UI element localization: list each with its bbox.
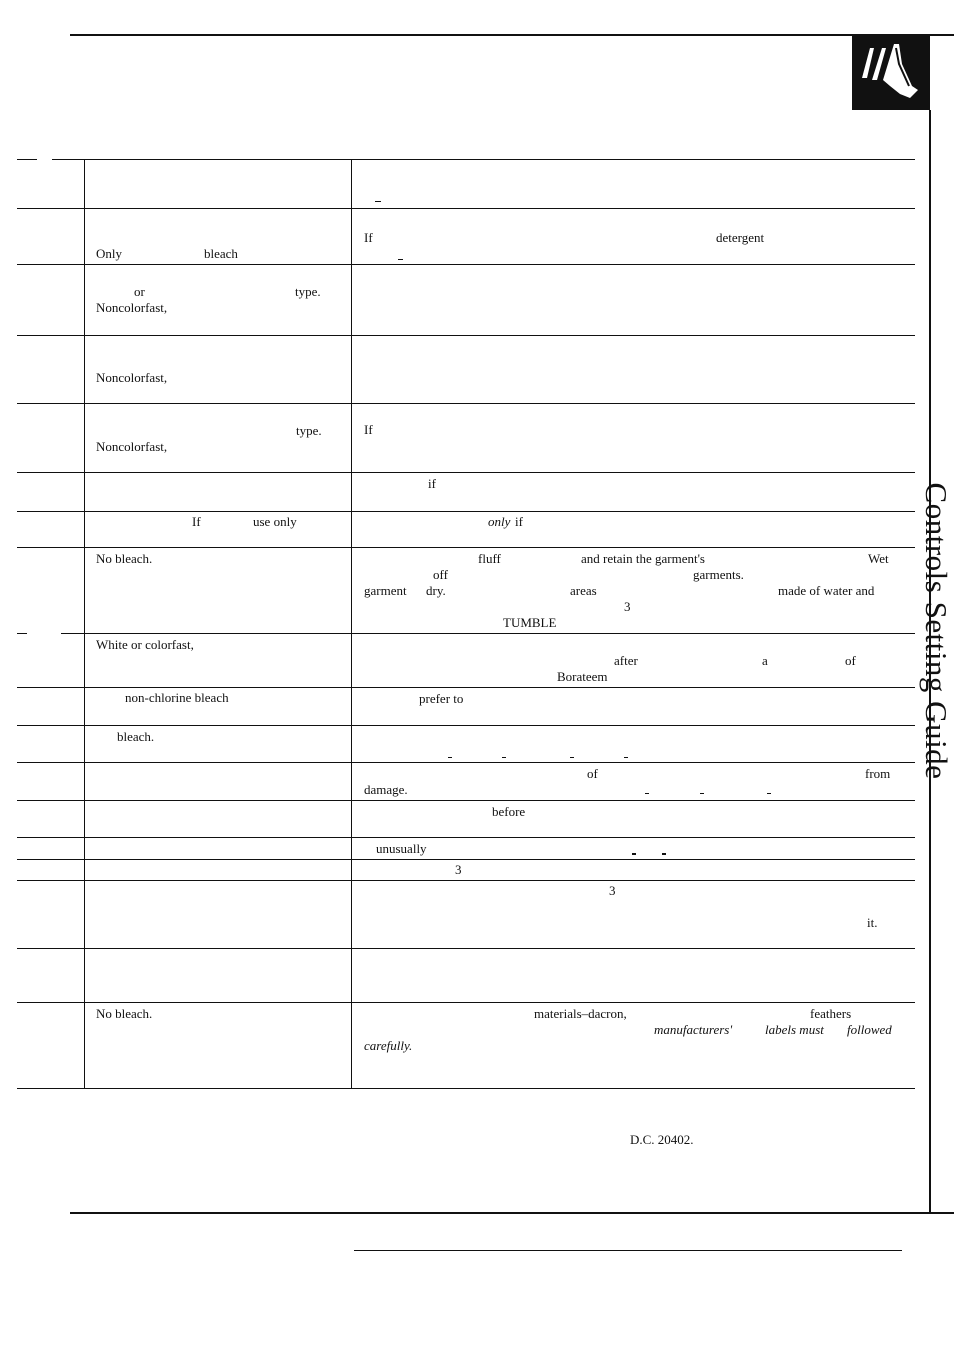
right-text: manufacturers'	[654, 1022, 733, 1037]
right-text: areas	[570, 583, 597, 598]
row-separator	[17, 800, 915, 801]
row-dash-mark	[17, 633, 27, 634]
left-text: If	[192, 514, 201, 529]
row-separator	[17, 762, 915, 763]
right-text: made of water and	[778, 583, 875, 598]
left-text: bleach	[204, 246, 238, 261]
left-text: or	[134, 284, 145, 299]
column-divider-middle	[351, 159, 352, 1089]
tick-mark	[375, 201, 381, 202]
row-separator	[17, 547, 915, 548]
row-separator	[17, 948, 915, 949]
tick-mark	[632, 853, 636, 855]
right-text: if	[428, 476, 436, 491]
tick-mark	[645, 793, 649, 794]
row-separator	[17, 335, 915, 336]
tick-mark	[624, 757, 628, 758]
bottom-rule	[70, 1212, 954, 1214]
left-text: Noncolorfast,	[96, 300, 168, 315]
footer-address: D.C. 20402.	[630, 1132, 694, 1147]
right-text: labels must	[765, 1022, 824, 1037]
right-text: garment	[364, 583, 407, 598]
row-separator	[17, 403, 915, 404]
right-text: if	[515, 514, 523, 529]
right-text: 3	[609, 883, 616, 898]
pointing-hand-icon	[852, 34, 930, 110]
right-text: garments.	[693, 567, 744, 582]
right-text: and retain the garment's	[581, 551, 705, 566]
right-text: Wet	[868, 551, 889, 566]
tick-mark	[398, 259, 403, 260]
row-separator	[17, 1002, 915, 1003]
row-separator	[17, 511, 915, 512]
left-text: bleach.	[117, 729, 155, 744]
left-text: Only	[96, 246, 122, 261]
right-text: If	[364, 422, 373, 437]
left-text: type.	[296, 423, 322, 438]
row-separator	[17, 264, 915, 265]
left-text: type.	[295, 284, 321, 299]
right-text: fluff	[478, 551, 501, 566]
left-text: use only	[253, 514, 297, 529]
tick-mark	[662, 853, 666, 855]
signature-line	[354, 1250, 902, 1251]
right-text: before	[492, 804, 526, 819]
right-text: unusually	[376, 841, 427, 856]
tick-mark	[767, 793, 771, 794]
left-text: No bleach.	[96, 1006, 153, 1021]
right-text: prefer to	[419, 691, 464, 706]
left-text: No bleach.	[96, 551, 153, 566]
tick-mark	[448, 757, 452, 758]
row-separator	[17, 472, 915, 473]
row-separator	[17, 837, 915, 838]
right-text: followed	[847, 1022, 892, 1037]
top-dash-mark	[17, 159, 37, 160]
right-text: a	[762, 653, 768, 668]
top-rule	[70, 34, 954, 36]
side-title: Controls Setting Guide	[919, 482, 954, 780]
left-text: Noncolorfast,	[96, 370, 168, 385]
row-separator	[17, 880, 915, 881]
row-separator	[61, 633, 915, 634]
right-text: of	[587, 766, 598, 781]
right-text: detergent	[716, 230, 765, 245]
right-text: after	[614, 653, 638, 668]
left-text: Noncolorfast,	[96, 439, 168, 454]
right-text: materials–dacron,	[534, 1006, 627, 1021]
right-text: from	[865, 766, 891, 781]
tick-mark	[502, 757, 506, 758]
right-text: dry.	[426, 583, 446, 598]
right-text: feathers	[810, 1006, 852, 1021]
row-separator	[17, 725, 915, 726]
right-text: carefully.	[364, 1038, 413, 1053]
row-separator	[17, 859, 915, 860]
right-text: If	[364, 230, 373, 245]
left-text: White or colorfast,	[96, 637, 194, 652]
row-separator	[17, 687, 915, 688]
right-text: it.	[867, 915, 878, 930]
right-text: TUMBLE	[503, 615, 557, 630]
right-text: Borateem	[557, 669, 608, 684]
right-text: only	[488, 514, 511, 529]
row-separator	[17, 208, 915, 209]
table-top-rule	[52, 159, 915, 160]
tick-mark	[700, 793, 704, 794]
right-text: of	[845, 653, 856, 668]
tick-mark	[570, 757, 574, 758]
right-text: 3	[624, 599, 631, 614]
right-text: off	[433, 567, 448, 582]
left-text: non-chlorine bleach	[125, 690, 229, 705]
column-divider-left	[84, 159, 85, 1089]
right-text: 3	[455, 862, 462, 877]
table-bottom-rule	[17, 1088, 915, 1089]
right-text: damage.	[364, 782, 408, 797]
